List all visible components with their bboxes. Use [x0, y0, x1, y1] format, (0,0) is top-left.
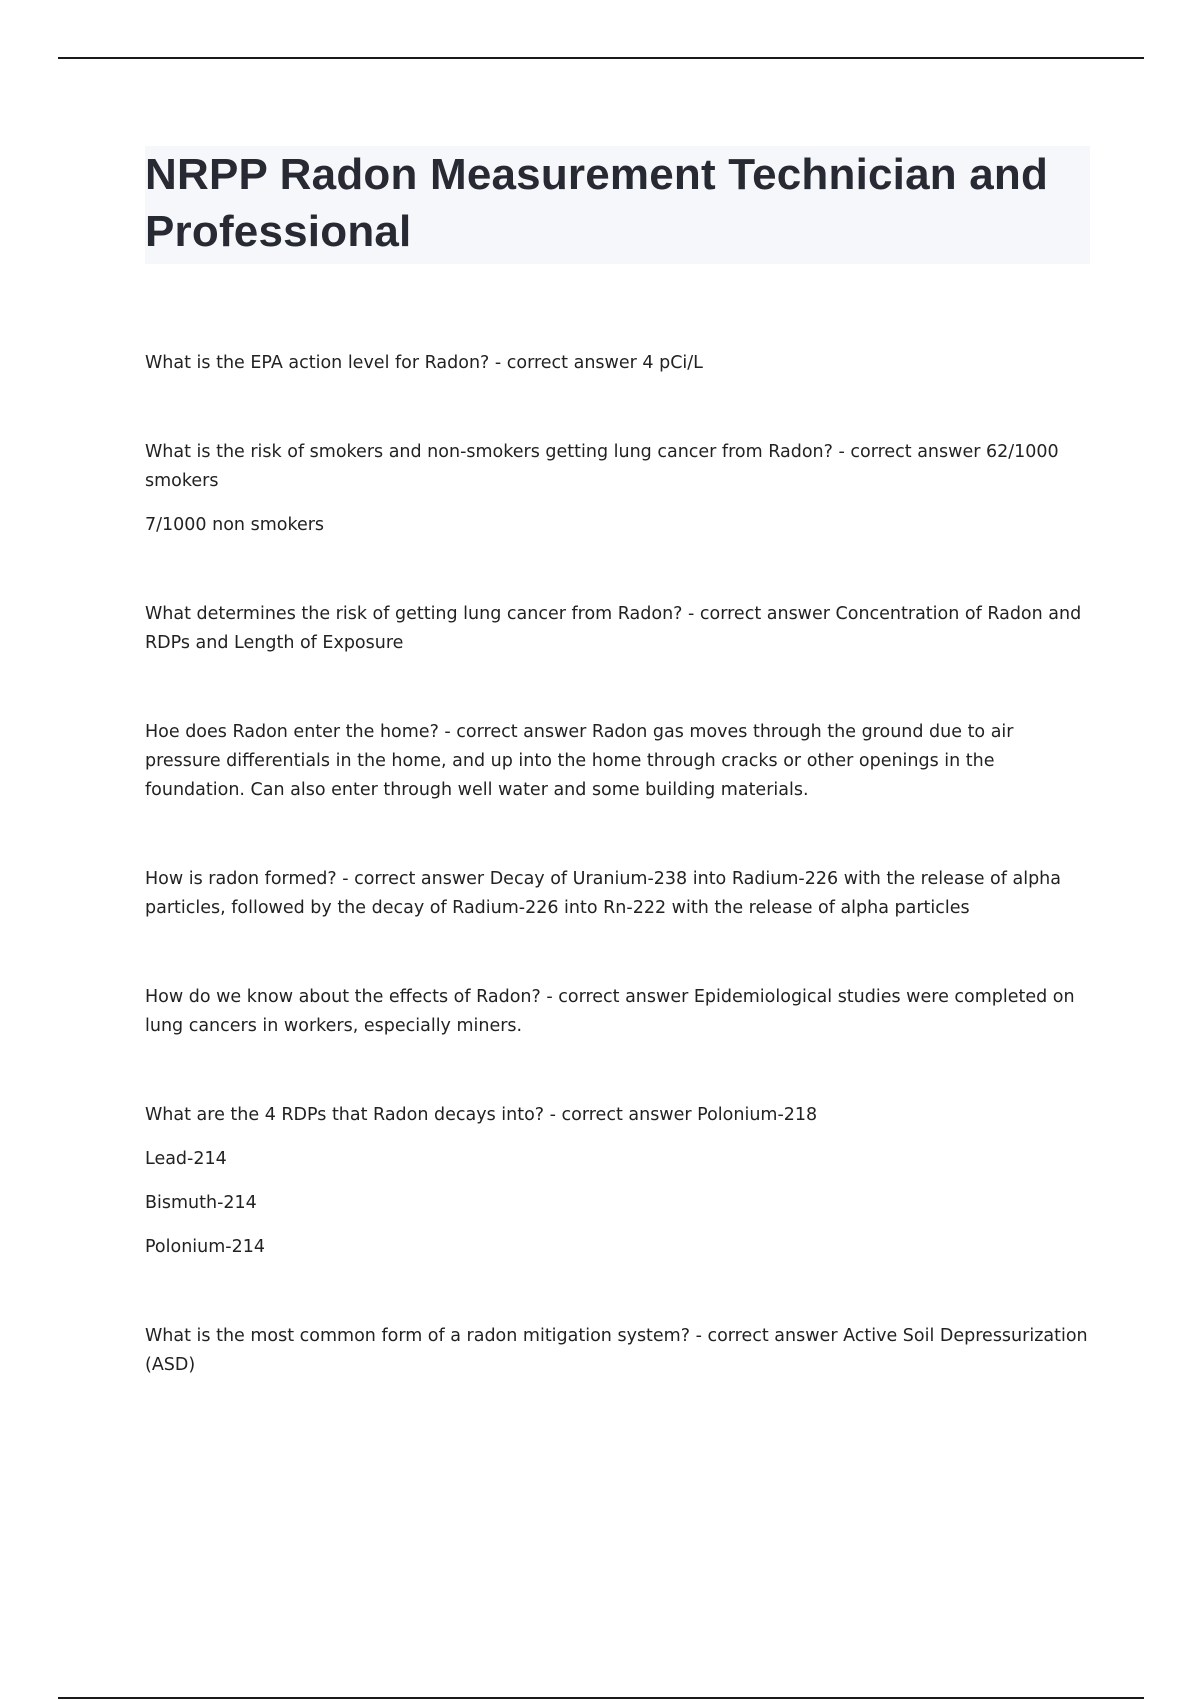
bottom-divider — [58, 1697, 1144, 1699]
answer-separator: - correct answer — [832, 442, 986, 462]
answer-separator: - correct answer — [682, 604, 836, 624]
answer-continuation: Polonium-214 — [145, 1237, 266, 1257]
answer-text: Active Soil Depressurization (ASD) — [145, 1326, 1088, 1375]
question-text: How is radon formed? — [145, 869, 337, 889]
qa-line — [145, 349, 1090, 378]
qa-item — [145, 718, 1090, 805]
answer-text: Epidemiological studies were completed on lung cancers in workers, especially miners. — [145, 987, 1075, 1036]
answer-continuation: Bismuth-214 — [145, 1193, 257, 1213]
qa-line — [145, 1322, 1090, 1380]
answer-separator: - correct answer — [544, 1105, 698, 1125]
question-text: How do we know about the effects of Radon? — [145, 987, 541, 1007]
answer-continuation: Lead-214 — [145, 1149, 227, 1169]
question-text: What is the most common form of a radon mitigation system? — [145, 1326, 691, 1346]
qa-line — [145, 600, 1090, 658]
answer-text: 62/1000 smokers — [145, 442, 1059, 491]
answer-separator: - correct answer — [438, 722, 592, 742]
answer-text: Decay of Uranium-238 into Radium-226 with the release of alpha particles, followed by the decay of Radium-226 into Rn-222 with the release of alpha particles — [145, 869, 1061, 918]
question-text: What is the EPA action level for Radon? — [145, 353, 490, 373]
page-title: NRPP Radon Measurement Technician and Professional — [145, 150, 1049, 256]
qa-line — [145, 865, 1090, 923]
answer-separator: - correct answer — [540, 987, 694, 1007]
answer-text: Concentration of Radon and RDPs and Length of Exposure — [145, 604, 1082, 653]
answer-separator: - correct answer — [489, 353, 643, 373]
answer-text: 4 pCi/L — [642, 353, 703, 373]
question-answer-list — [145, 349, 1090, 1380]
qa-item — [145, 1101, 1090, 1262]
question-text: What determines the risk of getting lung cancer from Radon? — [145, 604, 683, 624]
qa-item — [145, 865, 1090, 923]
qa-line — [145, 983, 1090, 1041]
document-body — [145, 146, 1090, 1440]
qa-item — [145, 438, 1090, 540]
qa-item — [145, 349, 1090, 378]
qa-item — [145, 983, 1090, 1041]
answer-text: Radon gas moves through the ground due to air pressure differentials in the home, and up into the home through cracks or other openings in the foundation. Can also enter through well water and some building materials. — [145, 722, 1014, 800]
answer-separator: - correct answer — [690, 1326, 844, 1346]
answer-continuation: 7/1000 non smokers — [145, 515, 325, 535]
answer-text: Polonium-218 — [697, 1105, 818, 1125]
question-text: What is the risk of smokers and non-smokers getting lung cancer from Radon? — [145, 442, 833, 462]
answer-separator: - correct answer — [336, 869, 490, 889]
title-block — [145, 146, 1090, 264]
qa-line — [145, 438, 1090, 496]
qa-line — [145, 718, 1090, 805]
question-text: What are the 4 RDPs that Radon decays into? — [145, 1105, 545, 1125]
qa-line — [145, 1101, 1090, 1130]
question-text: Hoe does Radon enter the home? — [145, 722, 439, 742]
qa-item — [145, 600, 1090, 658]
qa-item — [145, 1322, 1090, 1380]
top-divider — [58, 57, 1144, 59]
